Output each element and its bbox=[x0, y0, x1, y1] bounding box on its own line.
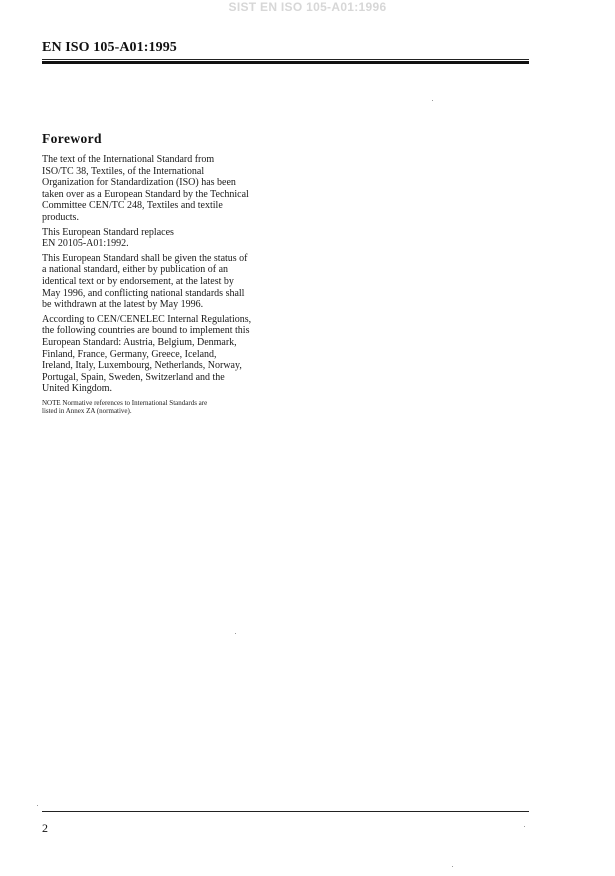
scan-speck bbox=[37, 805, 38, 806]
foreword-paragraph-1: The text of the International Standard from ISO/TC 38, Textiles, of the International Organization for Standardization (ISO) has been taken over as a European Standard by the Technical Committee CEN/TC 248, Textiles and textile products. bbox=[42, 154, 249, 223]
foreword-paragraph-3: This European Standard shall be given the status of a national standard, either by publication of an identical text or by endorsement, at the latest by May 1996, and conflicting national standards shall be withdrawn at the latest by May 1996. bbox=[42, 252, 248, 311]
foreword-heading: Foreword bbox=[42, 131, 102, 146]
scan-speck bbox=[432, 100, 433, 101]
scan-speck bbox=[452, 866, 453, 867]
footer-rule bbox=[42, 811, 529, 812]
header-rule-thin bbox=[42, 59, 529, 60]
foreword-paragraph-4: According to CEN/CENELEC Internal Regulations, the following countries are bound to implement this European Standard: Austria, Belgium, Denmark, Finland, France, Germany, Greece, Iceland, Ireland, Italy, Luxembourg, Netherlands, Norway, Portugal, Spain, Sweden, Switzerland and the United Kingdom. bbox=[42, 313, 252, 395]
scan-speck bbox=[524, 826, 525, 827]
document-id-header: EN ISO 105-A01:1995 bbox=[42, 40, 177, 55]
scan-speck bbox=[235, 633, 236, 634]
header-rule-thick bbox=[42, 61, 529, 64]
foreword-note: NOTE Normative references to International Standards are listed in Annex ZA (normative). bbox=[42, 398, 208, 416]
foreword-body bbox=[42, 154, 282, 419]
page-number: 2 bbox=[42, 821, 48, 835]
foreword-paragraph-2: This European Standard replaces EN 20105-A01:1992. bbox=[42, 226, 174, 250]
watermark: SIST EN ISO 105-A01:1996 bbox=[228, 0, 387, 14]
